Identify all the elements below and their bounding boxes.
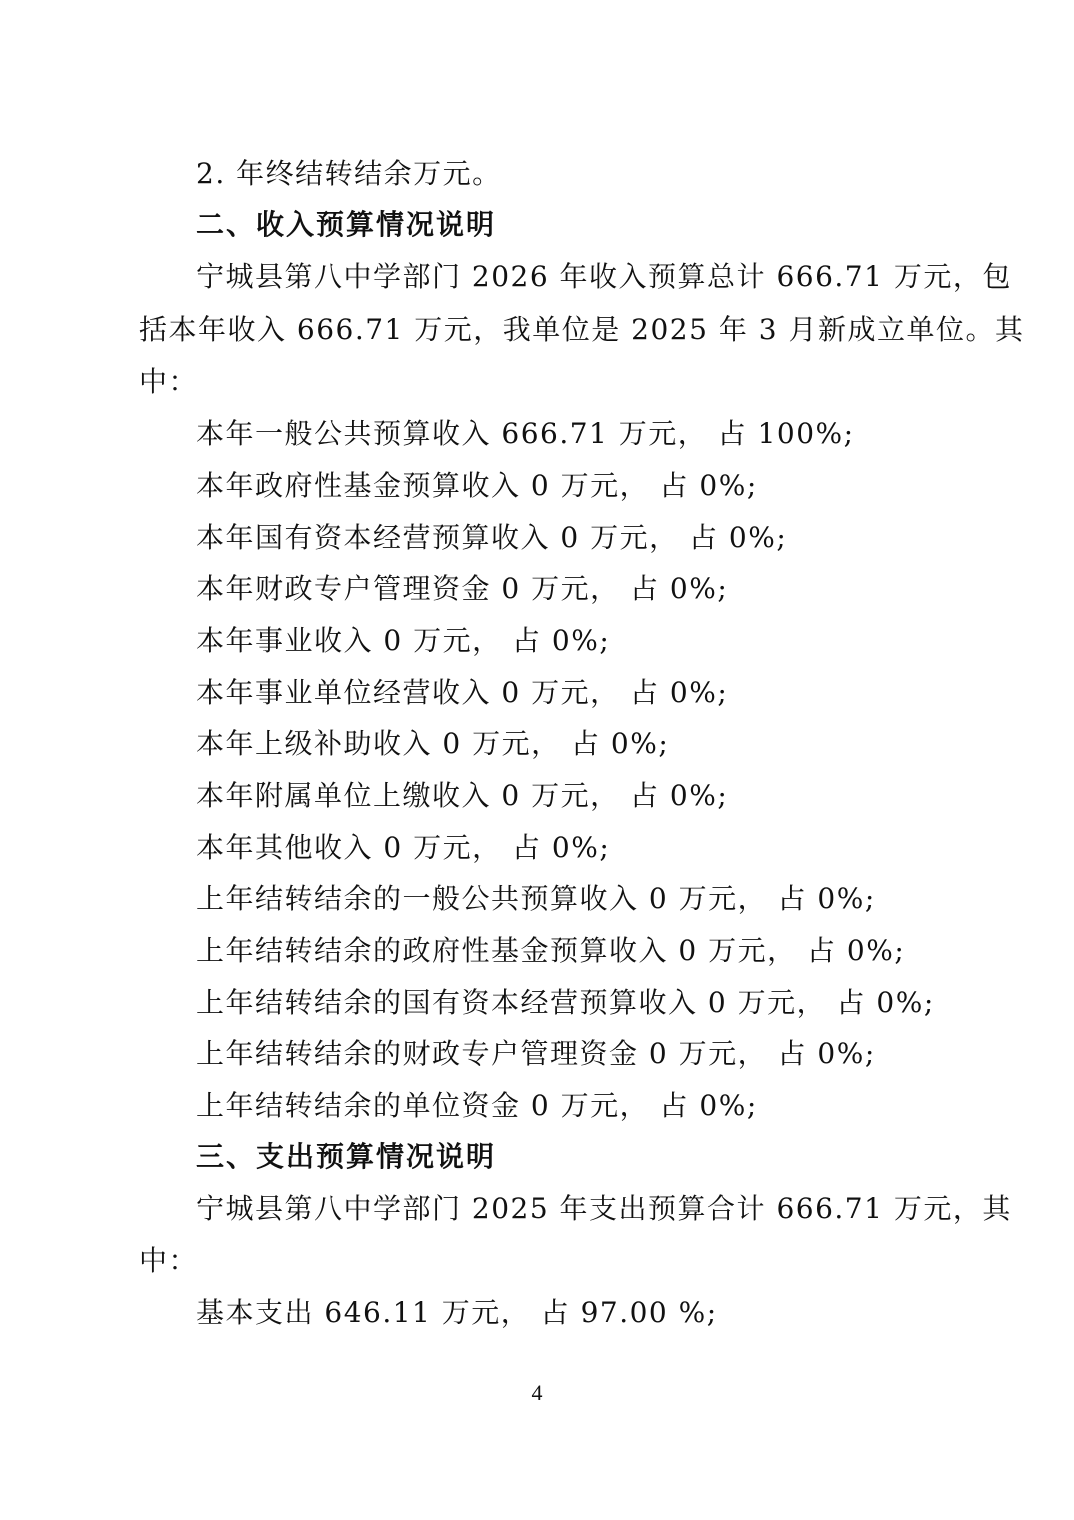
income-item-other: 本年其他收入 0 万元， 占 0%;: [196, 831, 611, 864]
carryover-item-general-budget: 上年结转结余的一般公共预算收入 0 万元， 占 0%;: [196, 882, 876, 915]
income-summary-line-3: 中：: [139, 365, 199, 398]
carryover-item-state-capital: 上年结转结余的国有资本经营预算收入 0 万元， 占 0%;: [196, 986, 935, 1019]
expenditure-summary-line-2: 中：: [139, 1244, 199, 1277]
expenditure-item-basic: 基本支出 646.11 万元， 占 97.00 %;: [196, 1296, 718, 1329]
income-item-business: 本年事业收入 0 万元， 占 0%;: [196, 624, 611, 657]
page-number: 4: [531, 1380, 543, 1405]
income-item-special-account: 本年财政专户管理资金 0 万元， 占 0%;: [196, 572, 729, 605]
income-summary-line-2: 括本年收入 666.71 万元，我单位是 2025 年 3 月新成立单位。其: [139, 313, 1025, 346]
section-heading-income: 二、收入预算情况说明: [196, 208, 497, 241]
income-item-business-operation: 本年事业单位经营收入 0 万元， 占 0%;: [196, 676, 729, 709]
carryover-line: 2. 年终结转结余万元。: [196, 157, 502, 190]
section-heading-expenditure: 三、支出预算情况说明: [196, 1140, 497, 1173]
income-item-affiliated-unit: 本年附属单位上缴收入 0 万元， 占 0%;: [196, 779, 729, 812]
income-item-state-capital: 本年国有资本经营预算收入 0 万元， 占 0%;: [196, 521, 788, 554]
income-summary-line-1: 宁城县第八中学部门 2026 年收入预算总计 666.71 万元，包: [196, 260, 1012, 293]
carryover-item-special-account: 上年结转结余的财政专户管理资金 0 万元， 占 0%;: [196, 1037, 876, 1070]
carryover-item-unit-funds: 上年结转结余的单位资金 0 万元， 占 0%;: [196, 1089, 758, 1122]
carryover-item-gov-fund: 上年结转结余的政府性基金预算收入 0 万元， 占 0%;: [196, 934, 906, 967]
income-item-gov-fund: 本年政府性基金预算收入 0 万元， 占 0%;: [196, 469, 758, 502]
expenditure-summary-line-1: 宁城县第八中学部门 2025 年支出预算合计 666.71 万元，其: [196, 1192, 1012, 1225]
income-item-superior-subsidy: 本年上级补助收入 0 万元， 占 0%;: [196, 727, 670, 760]
income-item-general-budget: 本年一般公共预算收入 666.71 万元， 占 100%;: [196, 417, 855, 450]
